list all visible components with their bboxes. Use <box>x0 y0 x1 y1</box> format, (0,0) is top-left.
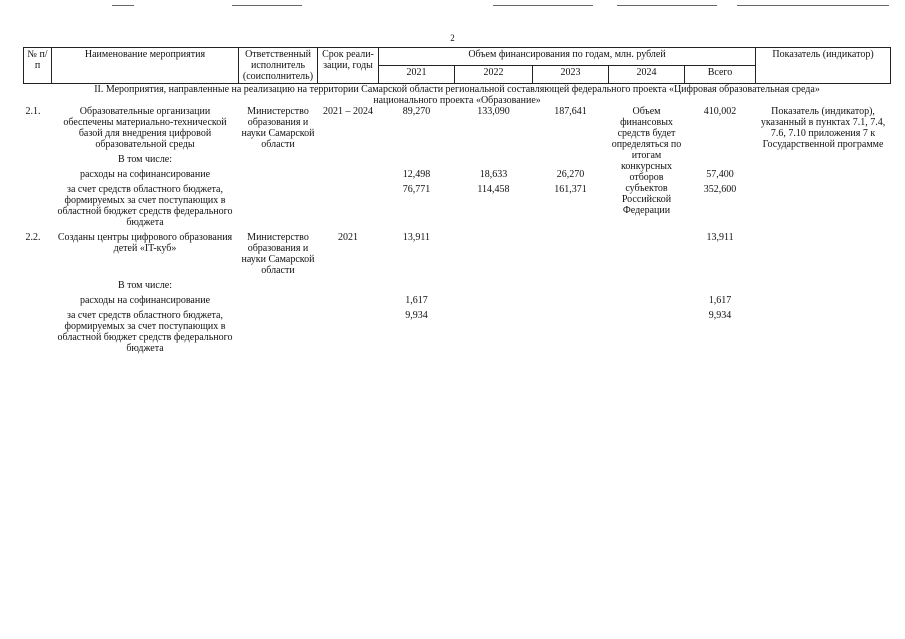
row-number: 2.2. <box>25 232 41 243</box>
scan-line <box>232 5 302 6</box>
header-year-2021: 2021 <box>379 66 455 84</box>
sub-row-value-2022: 114,458 <box>477 184 510 195</box>
sub-row-name: за счет средств областного бюджета, формируемых за счет поступающих в областной бюджет средств федерального бюджета <box>57 310 233 354</box>
table-row <box>24 106 891 150</box>
row-value-2021: 89,270 <box>402 106 431 117</box>
row-value-2022: 133,090 <box>477 106 510 117</box>
table-row <box>24 306 891 354</box>
header-name: Наименование мероприятия <box>52 48 239 84</box>
table-row <box>24 228 891 276</box>
row-executor: Министерство образования и науки Самарской области <box>241 106 315 150</box>
header-indicator: Показатель (индикатор) <box>756 48 891 84</box>
header-year-2023: 2023 <box>533 66 609 84</box>
scan-line <box>617 5 717 6</box>
row-value-2021: 13,911 <box>402 232 431 243</box>
sub-row-value-2022: 18,633 <box>479 169 508 180</box>
sub-row-value-2021: 1,617 <box>405 295 428 306</box>
table-row <box>24 291 891 306</box>
row-name: Созданы центры цифрового образования детей «IT-куб» <box>57 232 233 254</box>
table-row <box>24 276 891 291</box>
page-number: 2 <box>450 33 455 43</box>
header-executor: Ответственный исполнитель (соисполнитель) <box>239 48 318 84</box>
row-term: 2021 <box>338 232 358 243</box>
row-number: 2.1. <box>25 106 41 117</box>
sub-row-value-total: 352,600 <box>703 184 737 195</box>
sub-row-value-2023: 26,270 <box>556 169 585 180</box>
row-name: Образовательные организации обеспечены материально-технической базой для внедрения цифровой образовательной среды <box>63 106 227 150</box>
row-value-total: 410,002 <box>703 106 737 117</box>
sub-row-value-2021: 9,934 <box>405 310 428 321</box>
sub-row-name: расходы на софинансирование <box>79 169 211 180</box>
header-no: № п/п <box>24 48 52 84</box>
row-value-total: 13,911 <box>706 232 734 243</box>
row-executor: Министерство образования и науки Самарской области <box>241 232 315 276</box>
header-year-2022: 2022 <box>455 66 533 84</box>
program-table <box>23 47 891 354</box>
sub-row-value-total: 9,934 <box>708 310 732 321</box>
section-row <box>24 84 891 107</box>
header-term: Срок реали-зации, годы <box>318 48 379 84</box>
sub-row-name: за счет средств областного бюджета, формируемых за счет поступающих в областной бюджет средств федерального бюджета <box>57 184 233 228</box>
table-header <box>24 48 891 84</box>
row-indicator: Показатель (индикатор), указанный в пунктах 7.1, 7.4, 7.6, 7.10 приложения 7 к Государственной программе <box>760 106 886 150</box>
row-value-2023: 187,641 <box>554 106 587 117</box>
sub-row-name: расходы на софинансирование <box>79 295 211 306</box>
header-finance: Объем финансирования по годам, млн. рублей <box>379 48 756 66</box>
including-label: В том числе: <box>117 280 173 291</box>
including-label: В том числе: <box>117 154 173 165</box>
header-total: Всего <box>685 66 756 84</box>
sub-row-value-2021: 12,498 <box>402 169 431 180</box>
row-value-2024: Объем финансовых средств будет определяться по итогам конкурсных отборов субъектов Российской Федерации <box>611 106 682 216</box>
section-title: II. Мероприятия, направленные на реализацию на территории Самарской области региональной составляющей федерального проекта «Цифровая образовательная среда» национального проекта «Образование» <box>94 84 820 106</box>
row-term: 2021 – 2024 <box>323 106 373 117</box>
sub-row-value-total: 1,617 <box>708 295 732 306</box>
sub-row-value-2023: 161,371 <box>554 184 587 195</box>
header-year-2024: 2024 <box>609 66 685 84</box>
scan-line <box>737 5 889 6</box>
sub-row-value-total: 57,400 <box>706 169 734 180</box>
sub-row-value-2021: 76,771 <box>402 184 431 195</box>
scan-line <box>112 5 134 6</box>
scan-line <box>493 5 593 6</box>
